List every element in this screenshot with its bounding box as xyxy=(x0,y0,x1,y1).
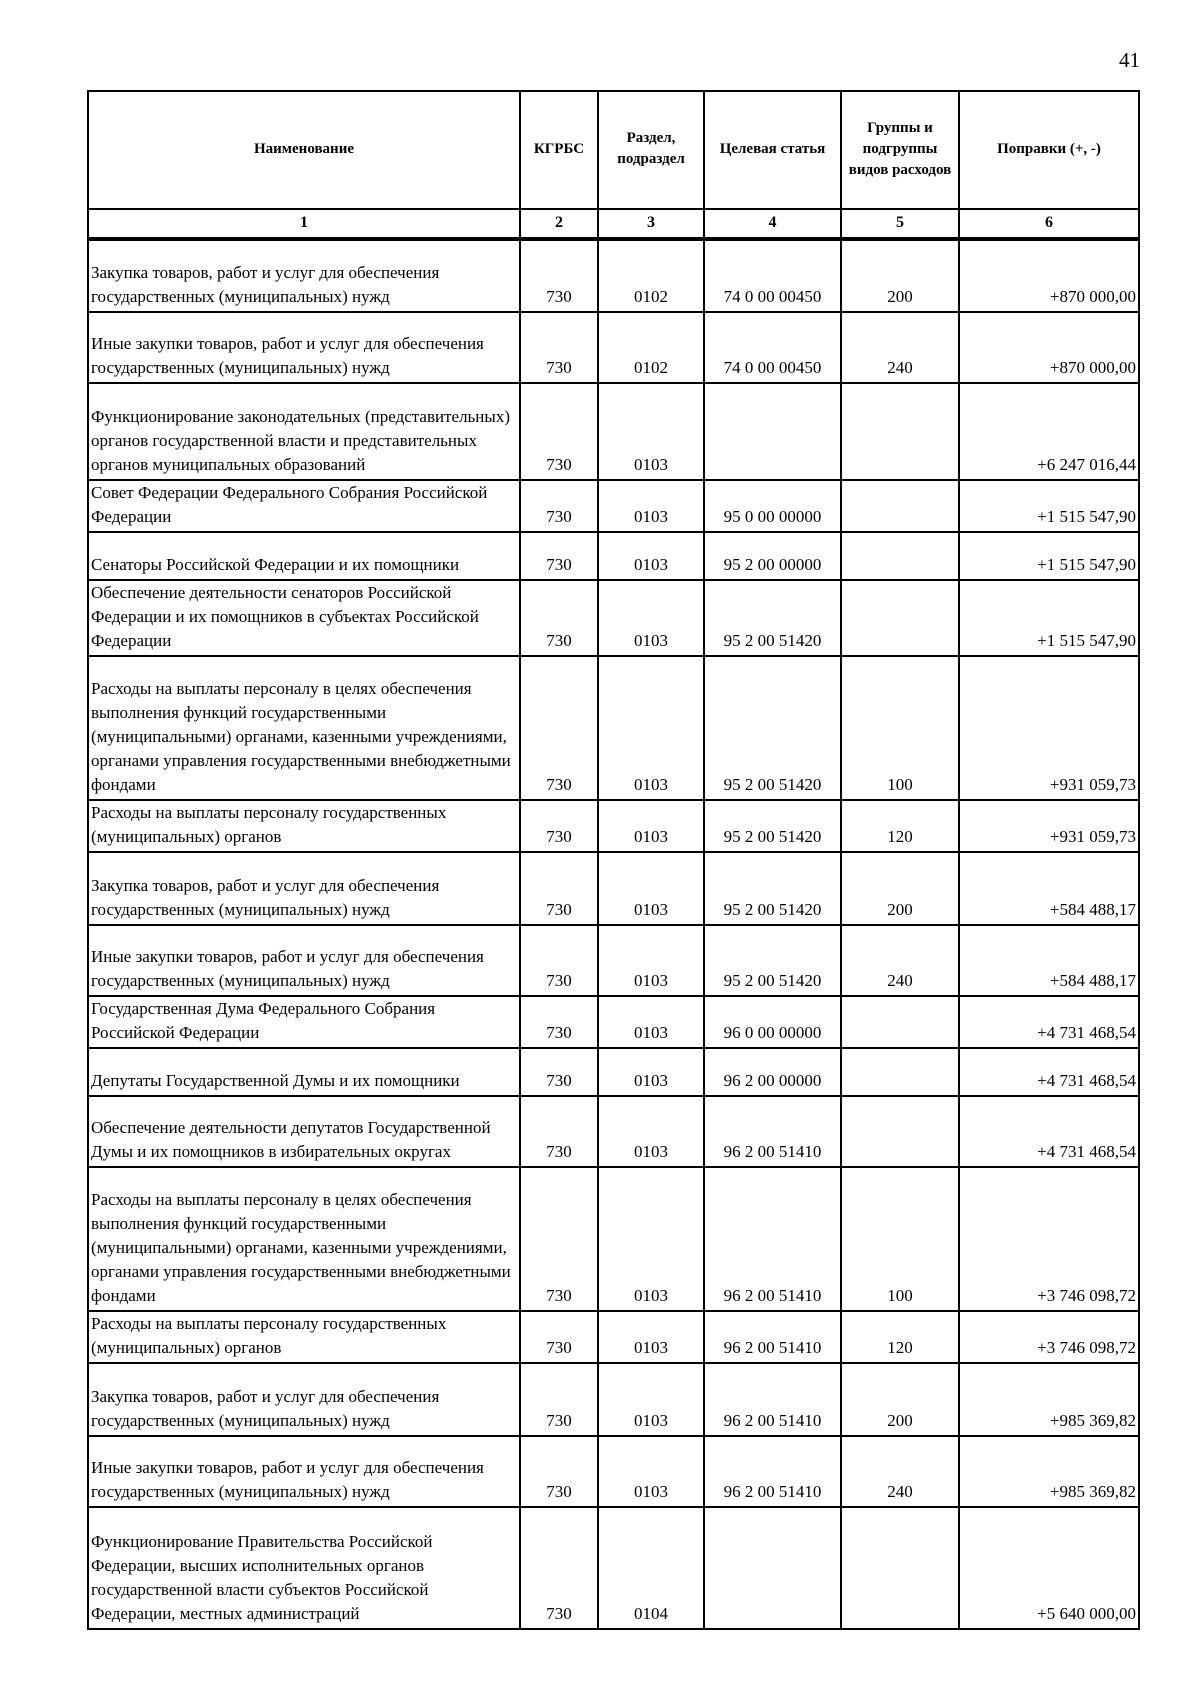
row-target-article: 96 2 00 00000 xyxy=(704,1048,841,1096)
table-row xyxy=(88,852,1139,925)
row-expense-group: 240 xyxy=(841,1436,959,1507)
header-row xyxy=(88,91,1139,209)
row-target-article: 96 0 00 00000 xyxy=(704,996,841,1048)
table-row xyxy=(88,239,1139,312)
row-name: Обеспечение деятельности депутатов Государственной Думы и их помощников в избирательных округах xyxy=(88,1096,520,1167)
row-amendment-amount: +4 731 468,54 xyxy=(959,1096,1139,1167)
table-row xyxy=(88,800,1139,852)
row-kgrbs: 730 xyxy=(520,239,598,312)
table-row xyxy=(88,383,1139,480)
table-row xyxy=(88,1096,1139,1167)
row-kgrbs: 730 xyxy=(520,925,598,996)
row-target-article: 96 2 00 51410 xyxy=(704,1311,841,1363)
row-name: Закупка товаров, работ и услуг для обеспечения государственных (муниципальных) нужд xyxy=(88,1363,520,1436)
row-section: 0103 xyxy=(598,800,704,852)
row-section: 0104 xyxy=(598,1507,704,1629)
header-amendments: Поправки (+, -) xyxy=(959,91,1139,209)
table-row xyxy=(88,1436,1139,1507)
row-amendment-amount: +6 247 016,44 xyxy=(959,383,1139,480)
row-section: 0103 xyxy=(598,852,704,925)
column-number: 3 xyxy=(598,209,704,239)
row-section: 0102 xyxy=(598,239,704,312)
row-target-article: 74 0 00 00450 xyxy=(704,239,841,312)
row-amendment-amount: +584 488,17 xyxy=(959,852,1139,925)
table-row xyxy=(88,996,1139,1048)
row-name: Государственная Дума Федерального Собрания Российской Федерации xyxy=(88,996,520,1048)
row-target-article: 95 0 00 00000 xyxy=(704,480,841,532)
row-kgrbs: 730 xyxy=(520,996,598,1048)
row-expense-group xyxy=(841,1048,959,1096)
row-expense-group xyxy=(841,1096,959,1167)
row-expense-group xyxy=(841,1507,959,1629)
row-name: Функционирование законодательных (представительных) органов государственной власти и представительных органов муниципальных образований xyxy=(88,383,520,480)
table-row xyxy=(88,312,1139,383)
row-amendment-amount: +1 515 547,90 xyxy=(959,480,1139,532)
row-name: Расходы на выплаты персоналу в целях обеспечения выполнения функций государственными (муниципальными) органами, казенными учреждениями, органами управления государственными внебюджетными фондами xyxy=(88,656,520,800)
table-row xyxy=(88,656,1139,800)
row-expense-group: 120 xyxy=(841,800,959,852)
table-row xyxy=(88,1363,1139,1436)
row-amendment-amount: +985 369,82 xyxy=(959,1436,1139,1507)
row-name: Закупка товаров, работ и услуг для обеспечения государственных (муниципальных) нужд xyxy=(88,852,520,925)
row-expense-group xyxy=(841,996,959,1048)
row-section: 0103 xyxy=(598,383,704,480)
row-expense-group: 240 xyxy=(841,312,959,383)
row-target-article: 74 0 00 00450 xyxy=(704,312,841,383)
row-name: Закупка товаров, работ и услуг для обеспечения государственных (муниципальных) нужд xyxy=(88,239,520,312)
row-kgrbs: 730 xyxy=(520,580,598,656)
row-amendment-amount: +3 746 098,72 xyxy=(959,1311,1139,1363)
row-section: 0103 xyxy=(598,1167,704,1311)
row-target-article: 95 2 00 51420 xyxy=(704,852,841,925)
row-name: Расходы на выплаты персоналу государственных (муниципальных) органов xyxy=(88,1311,520,1363)
row-amendment-amount: +4 731 468,54 xyxy=(959,996,1139,1048)
row-kgrbs: 730 xyxy=(520,1167,598,1311)
table-row xyxy=(88,1507,1139,1629)
column-number-row xyxy=(88,209,1139,239)
row-section: 0103 xyxy=(598,532,704,580)
row-expense-group: 240 xyxy=(841,925,959,996)
row-section: 0103 xyxy=(598,580,704,656)
header-groups: Группы и подгруппы видов расходов xyxy=(841,91,959,209)
budget-amendments-table xyxy=(87,90,1140,1630)
row-section: 0103 xyxy=(598,1311,704,1363)
row-name: Расходы на выплаты персоналу государственных (муниципальных) органов xyxy=(88,800,520,852)
row-target-article: 96 2 00 51410 xyxy=(704,1096,841,1167)
row-kgrbs: 730 xyxy=(520,312,598,383)
row-kgrbs: 730 xyxy=(520,1048,598,1096)
table-row xyxy=(88,580,1139,656)
column-number: 1 xyxy=(88,209,520,239)
row-expense-group: 100 xyxy=(841,656,959,800)
row-expense-group: 120 xyxy=(841,1311,959,1363)
row-expense-group: 200 xyxy=(841,852,959,925)
row-target-article xyxy=(704,383,841,480)
row-target-article: 95 2 00 51420 xyxy=(704,656,841,800)
row-expense-group xyxy=(841,580,959,656)
row-kgrbs: 730 xyxy=(520,1311,598,1363)
page-number: 41 xyxy=(1119,48,1140,72)
row-target-article: 96 2 00 51410 xyxy=(704,1436,841,1507)
table-row xyxy=(88,532,1139,580)
row-section: 0103 xyxy=(598,1363,704,1436)
row-kgrbs: 730 xyxy=(520,532,598,580)
row-target-article xyxy=(704,1507,841,1629)
row-kgrbs: 730 xyxy=(520,1436,598,1507)
row-amendment-amount: +985 369,82 xyxy=(959,1363,1139,1436)
row-target-article: 95 2 00 51420 xyxy=(704,800,841,852)
row-amendment-amount: +1 515 547,90 xyxy=(959,580,1139,656)
row-section: 0102 xyxy=(598,312,704,383)
row-amendment-amount: +3 746 098,72 xyxy=(959,1167,1139,1311)
row-section: 0103 xyxy=(598,656,704,800)
row-name: Депутаты Государственной Думы и их помощники xyxy=(88,1048,520,1096)
row-target-article: 95 2 00 00000 xyxy=(704,532,841,580)
row-expense-group: 100 xyxy=(841,1167,959,1311)
table-body xyxy=(88,239,1139,1629)
row-amendment-amount: +584 488,17 xyxy=(959,925,1139,996)
header-target: Целевая статья xyxy=(704,91,841,209)
row-expense-group: 200 xyxy=(841,239,959,312)
table-row xyxy=(88,1167,1139,1311)
header-kgrbs: КГРБС xyxy=(520,91,598,209)
row-amendment-amount: +1 515 547,90 xyxy=(959,532,1139,580)
row-section: 0103 xyxy=(598,1096,704,1167)
column-number: 6 xyxy=(959,209,1139,239)
column-number: 5 xyxy=(841,209,959,239)
row-section: 0103 xyxy=(598,925,704,996)
column-number: 4 xyxy=(704,209,841,239)
row-name: Сенаторы Российской Федерации и их помощники xyxy=(88,532,520,580)
row-target-article: 95 2 00 51420 xyxy=(704,925,841,996)
row-section: 0103 xyxy=(598,1048,704,1096)
row-kgrbs: 730 xyxy=(520,1363,598,1436)
row-kgrbs: 730 xyxy=(520,852,598,925)
row-section: 0103 xyxy=(598,996,704,1048)
row-amendment-amount: +931 059,73 xyxy=(959,800,1139,852)
row-kgrbs: 730 xyxy=(520,800,598,852)
row-target-article: 96 2 00 51410 xyxy=(704,1363,841,1436)
row-target-article: 96 2 00 51410 xyxy=(704,1167,841,1311)
row-name: Функционирование Правительства Российской Федерации, высших исполнительных органов государственной власти субъектов Российской Федерации, местных администраций xyxy=(88,1507,520,1629)
row-name: Обеспечение деятельности сенаторов Российской Федерации и их помощников в субъектах Российской Федерации xyxy=(88,580,520,656)
row-kgrbs: 730 xyxy=(520,480,598,532)
row-name: Иные закупки товаров, работ и услуг для обеспечения государственных (муниципальных) нужд xyxy=(88,1436,520,1507)
row-expense-group xyxy=(841,383,959,480)
table-row xyxy=(88,925,1139,996)
table-row xyxy=(88,1048,1139,1096)
row-expense-group xyxy=(841,480,959,532)
row-name: Совет Федерации Федерального Собрания Российской Федерации xyxy=(88,480,520,532)
row-expense-group xyxy=(841,532,959,580)
row-amendment-amount: +870 000,00 xyxy=(959,239,1139,312)
header-section: Раздел, подраздел xyxy=(598,91,704,209)
row-kgrbs: 730 xyxy=(520,656,598,800)
table-row xyxy=(88,1311,1139,1363)
column-number: 2 xyxy=(520,209,598,239)
header-name: Наименование xyxy=(88,91,520,209)
row-name: Расходы на выплаты персоналу в целях обеспечения выполнения функций государственными (муниципальными) органами, казенными учреждениями, органами управления государственными внебюджетными фондами xyxy=(88,1167,520,1311)
row-amendment-amount: +870 000,00 xyxy=(959,312,1139,383)
row-name: Иные закупки товаров, работ и услуг для обеспечения государственных (муниципальных) нужд xyxy=(88,925,520,996)
table-row xyxy=(88,480,1139,532)
row-section: 0103 xyxy=(598,480,704,532)
row-amendment-amount: +4 731 468,54 xyxy=(959,1048,1139,1096)
row-kgrbs: 730 xyxy=(520,1096,598,1167)
row-kgrbs: 730 xyxy=(520,1507,598,1629)
row-kgrbs: 730 xyxy=(520,383,598,480)
row-name: Иные закупки товаров, работ и услуг для обеспечения государственных (муниципальных) нужд xyxy=(88,312,520,383)
row-amendment-amount: +931 059,73 xyxy=(959,656,1139,800)
row-section: 0103 xyxy=(598,1436,704,1507)
row-expense-group: 200 xyxy=(841,1363,959,1436)
row-amendment-amount: +5 640 000,00 xyxy=(959,1507,1139,1629)
row-target-article: 95 2 00 51420 xyxy=(704,580,841,656)
